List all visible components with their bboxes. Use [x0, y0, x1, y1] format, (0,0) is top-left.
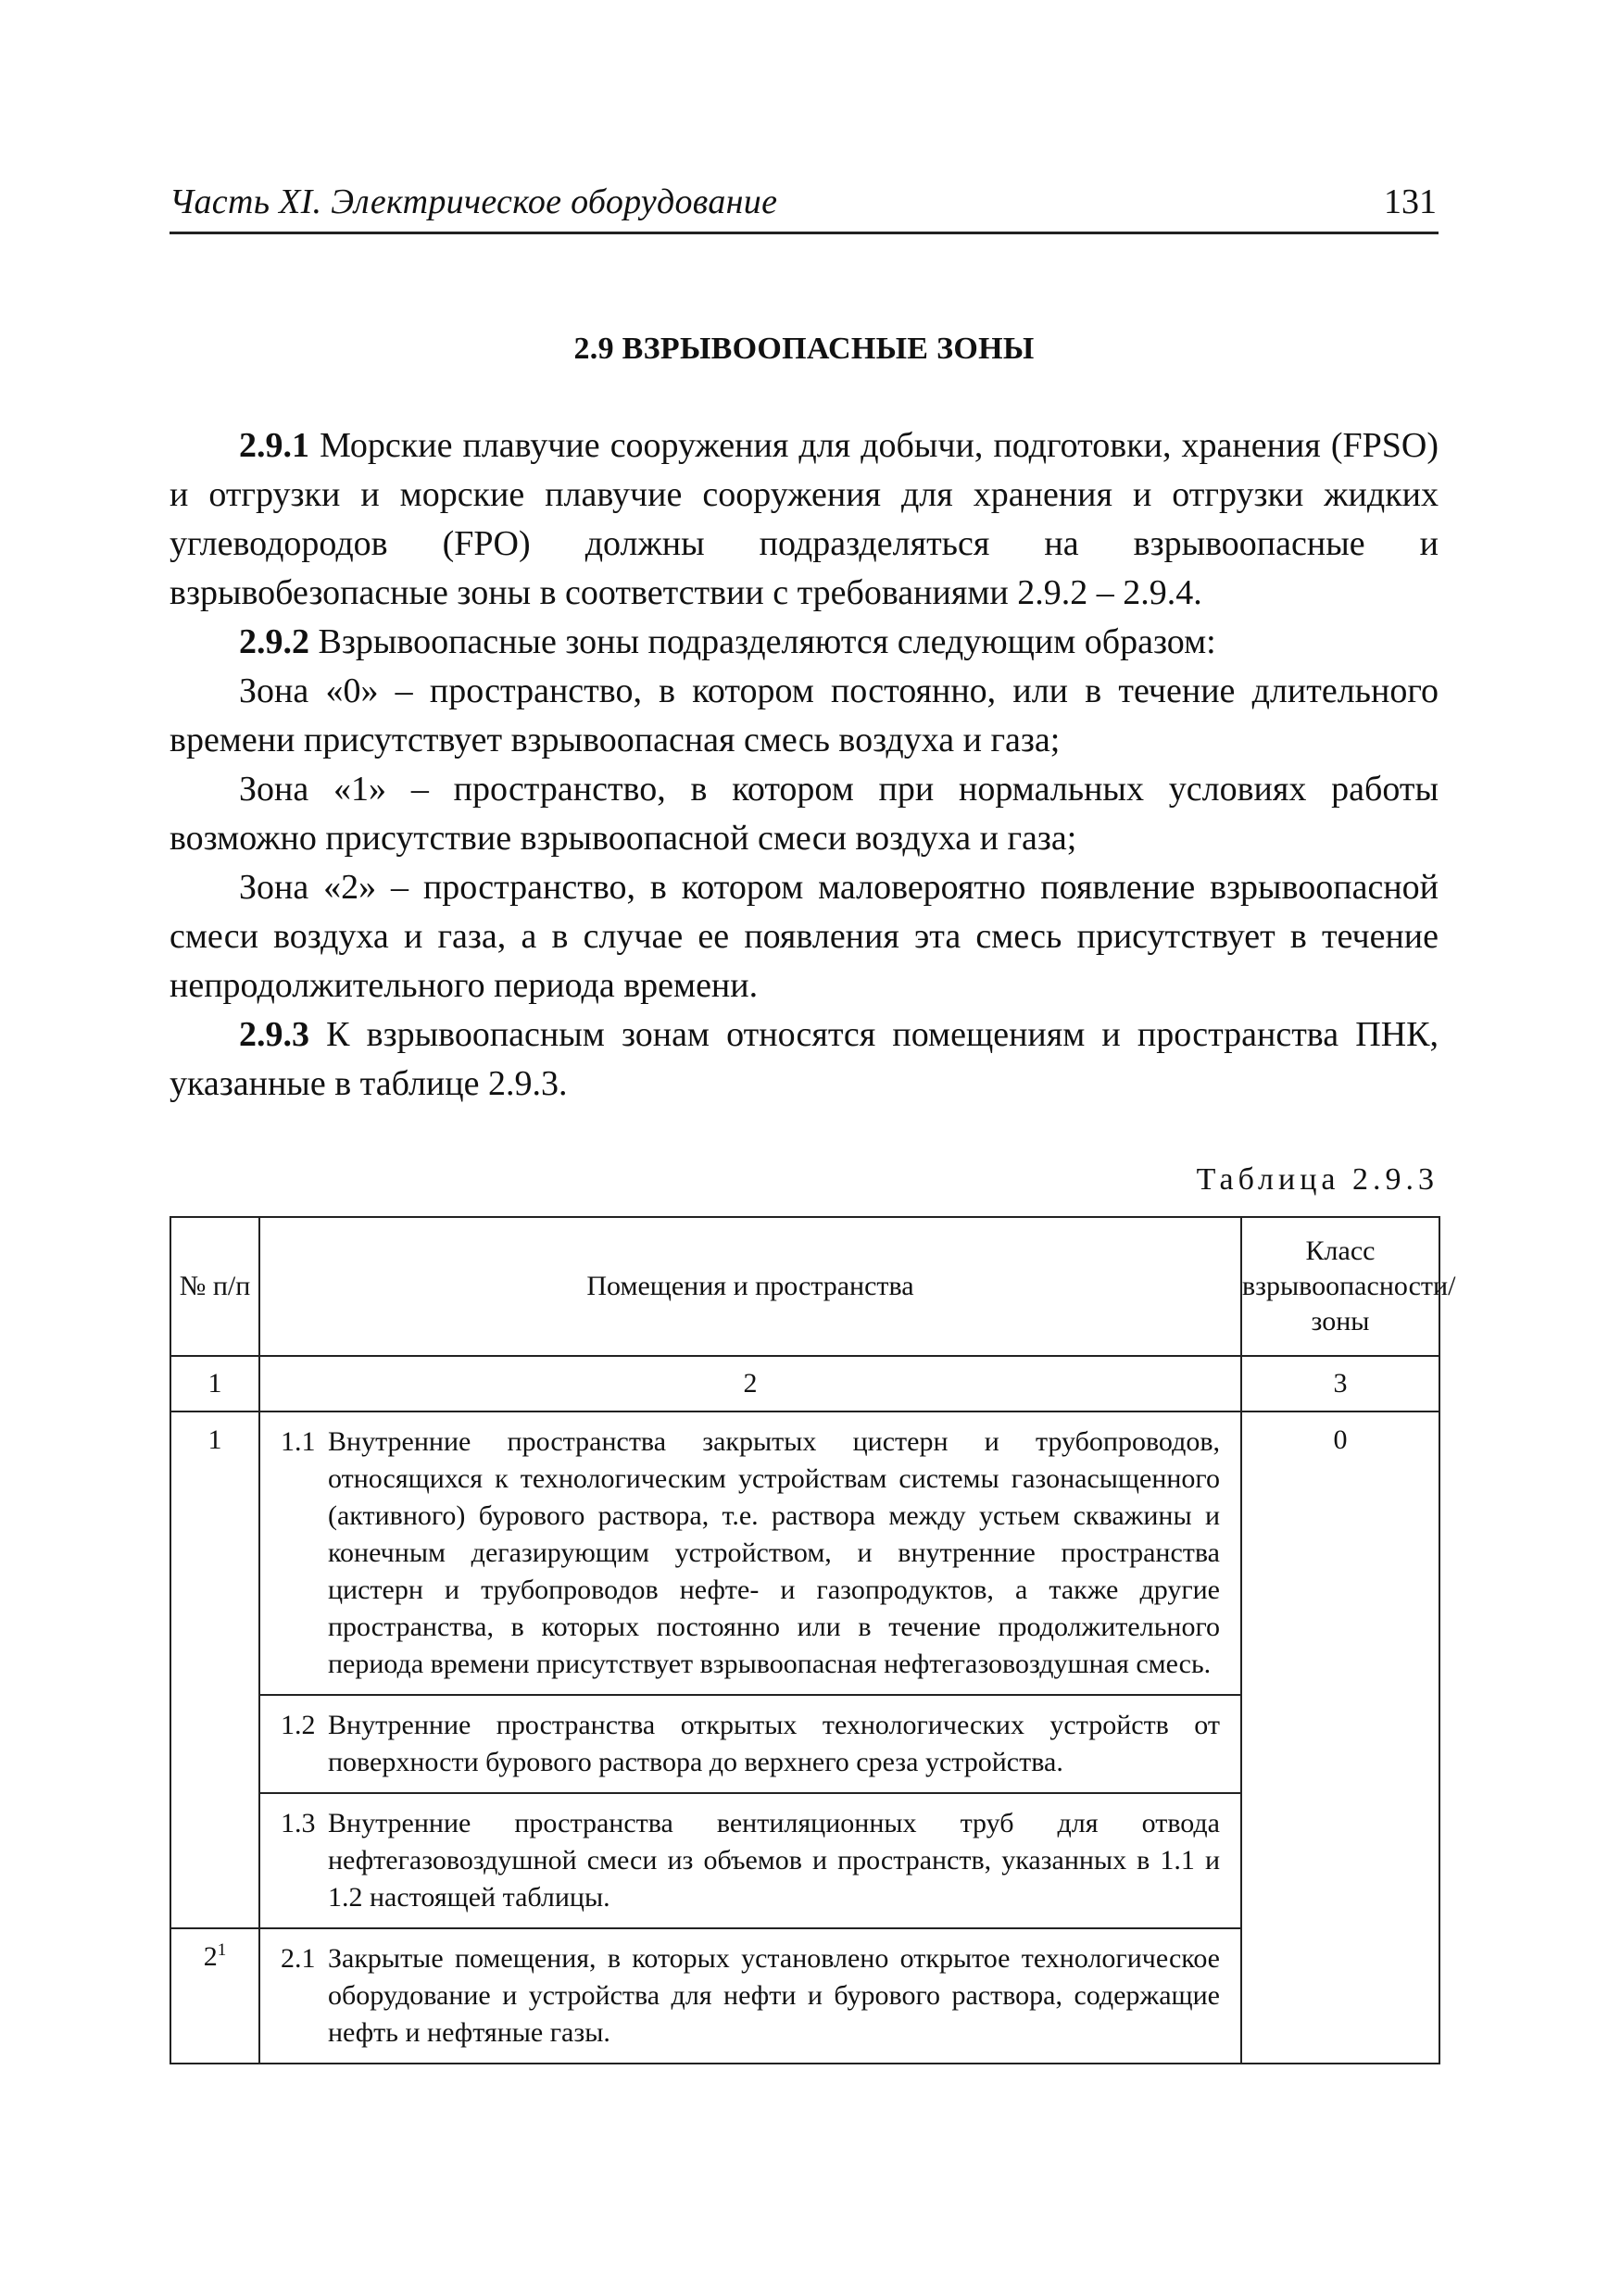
row-number: $2^1$ [170, 1928, 259, 2064]
column-number: 1 [170, 1356, 259, 1411]
item-text: Внутренние пространства вентиляционных труб для отвода нефтегазовоздушной смеси из объемов и пространств, указанных в 1.1 и 1.2 настоящей таблицы. [328, 1808, 1220, 1913]
header-space: Помещения и пространства [259, 1217, 1241, 1356]
paragraph-2-9-2 [170, 618, 1439, 667]
header-class: Класс взрывоопасности/зоны [1241, 1217, 1439, 1356]
running-header [170, 174, 1439, 234]
column-number: 3 [1241, 1356, 1439, 1411]
paragraph-text: Морские плавучие сооружения для добычи, подготовки, хранения (FPSO) и отгрузки и морские плавучие сооружения для хранения и отгрузки жидких углеводородов (FPO) должны подразделяться на взрывоопасные и взрывобезопасные зоны в соответствии с требованиями 2.9.2 – 2.9.4. [170, 426, 1439, 612]
body-text [170, 421, 1439, 1109]
paragraph-2-9-3 [170, 1010, 1439, 1109]
space-cell [259, 1695, 1241, 1793]
item-number: 1.3 [281, 1808, 316, 1838]
clause-number: 2.9.1 [239, 426, 309, 465]
column-number-row [170, 1356, 1439, 1411]
paragraph-zone-2 [170, 863, 1439, 1010]
section-heading: 2.9 ВЗРЫВООПАСНЫЕ ЗОНЫ [573, 332, 1035, 366]
item-text: Закрытые помещения, в которых установлено открытое технологическое оборудование и устройства для нефти и бурового раствора, содержащие нефть и нефтяные газы. [328, 1943, 1220, 2048]
item-number: 2.1 [281, 1943, 316, 1974]
item-number: 1.2 [281, 1710, 316, 1740]
clause-number: 2.9.2 [239, 622, 309, 661]
paragraph-text: Зона «1» – пространство, в котором при нормальных условиях работы возможно присутствие взрывоопасной смеси воздуха и газа; [170, 770, 1439, 858]
page-number: 131 [1384, 182, 1437, 221]
space-cell [259, 1928, 1241, 2064]
column-number: 2 [259, 1356, 1241, 1411]
header-num: № п/п [170, 1217, 259, 1356]
paragraph-2-9-1 [170, 421, 1439, 618]
table-item [281, 1805, 1220, 1916]
table-item [281, 1707, 1220, 1781]
item-text: Внутренние пространства открытых технологических устройств от поверхности бурового раствора до верхнего среза устройства. [328, 1710, 1220, 1777]
zone-class-cell: 0 [1241, 1411, 1439, 2064]
paragraph-zone-1 [170, 765, 1439, 863]
paragraph-text: Зона «2» – пространство, в котором маловероятно появление взрывоопасной смеси воздуха и газа, а в случае ее появления эта смесь присутствует в течение непродолжительного периода времени. [170, 868, 1439, 1005]
hazardous-zones-table [170, 1216, 1456, 2064]
running-title: Часть XI. Электрическое оборудование [170, 182, 778, 221]
table-caption: Таблица 2.9.3 [1196, 1162, 1439, 1197]
space-cell [259, 1411, 1241, 1695]
table-item [281, 1424, 1220, 1683]
paragraph-text: Зона «0» – пространство, в котором постоянно, или в течение длительного времени присутствует взрывоопасная смесь воздуха и газа; [170, 671, 1439, 759]
table-header-row [170, 1217, 1439, 1356]
document-page [170, 0, 1456, 2296]
footnote-mark: 1 [217, 1940, 227, 1960]
clause-number: 2.9.3 [239, 1015, 309, 1054]
paragraph-text: К взрывоопасным зонам относятся помещениям и пространства ПНК, указанные в таблице 2.9.3. [170, 1015, 1439, 1103]
paragraph-text: Взрывоопасные зоны подразделяются следующим образом: [309, 622, 1216, 661]
paragraph-zone-0 [170, 667, 1439, 765]
item-number: 1.1 [281, 1426, 316, 1457]
item-text: Внутренние пространства закрытых цистерн и трубопроводов, относящихся к технологическим устройствам системы газонасыщенного (активного) бурового раствора, т.е. раствора между устьем скважины и конечным дегазирующим устройством, и внутренние пространства цистерн и трубопроводов нефте- и газопродуктов, а также другие пространства, в которых постоянно или в течение продолжительного периода времени присутствует взрывоопасная нефтегазовоздушная смесь. [328, 1426, 1220, 1679]
space-cell [259, 1793, 1241, 1928]
row-number: 1 [170, 1411, 259, 1928]
table-item [281, 1940, 1220, 2051]
table-row [170, 1411, 1439, 1695]
